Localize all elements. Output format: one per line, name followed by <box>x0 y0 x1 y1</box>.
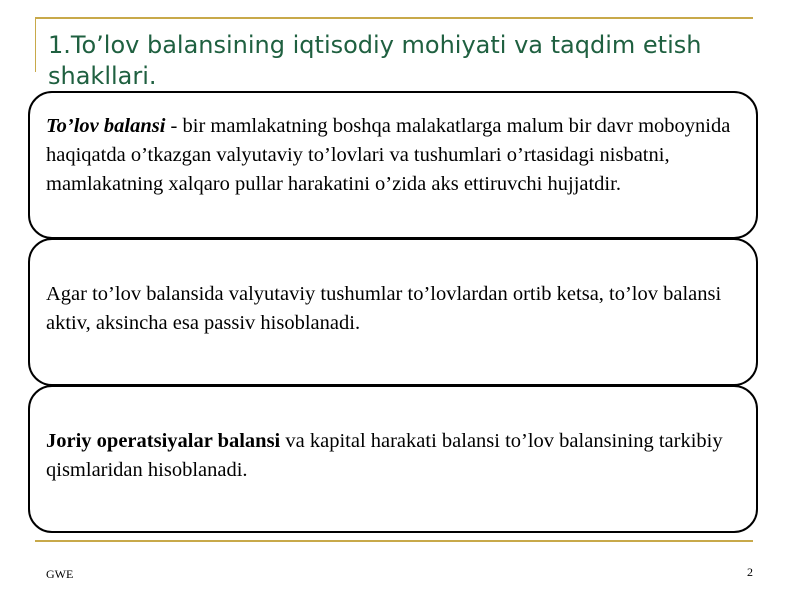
definition-paragraph <box>46 112 740 199</box>
slide-title: 1.To’lov balansining iqtisodiy mohiyati va taqdim etish shakllari. <box>48 31 702 90</box>
components-paragraph <box>46 427 740 485</box>
components-text: va kapital harakati balansi to’lov balansining tarkibiy qismlaridan hisoblanadi. <box>46 430 723 481</box>
bottom-divider <box>35 540 753 542</box>
components-term: Joriy operatsiyalar balansi <box>46 430 281 452</box>
active-passive-box <box>28 238 758 386</box>
title-left-divider <box>35 17 36 72</box>
footer-label: GWE <box>46 567 74 581</box>
definition-text: - bir mamlakatning boshqa malakatlarga malum bir davr moboynida haqiqatda o’tkazgan valyutaviy to’lovlari va tushumlari o’rtasidagi nisbatni, mamlakatning xalqaro pullar harakatini o’zida aks ettiruvchi hujjatdir. <box>46 115 731 195</box>
active-passive-text: Agar to’lov balansida valyutaviy tushumlar to’lovlardan ortib ketsa, to’lov balansi aktiv, aksincha esa passiv hisoblanadi. <box>46 283 722 334</box>
page-number: 2 <box>747 565 753 579</box>
definition-box <box>28 91 758 239</box>
definition-term: To’lov balansi <box>46 115 166 137</box>
top-divider <box>35 17 753 19</box>
components-box <box>28 385 758 533</box>
